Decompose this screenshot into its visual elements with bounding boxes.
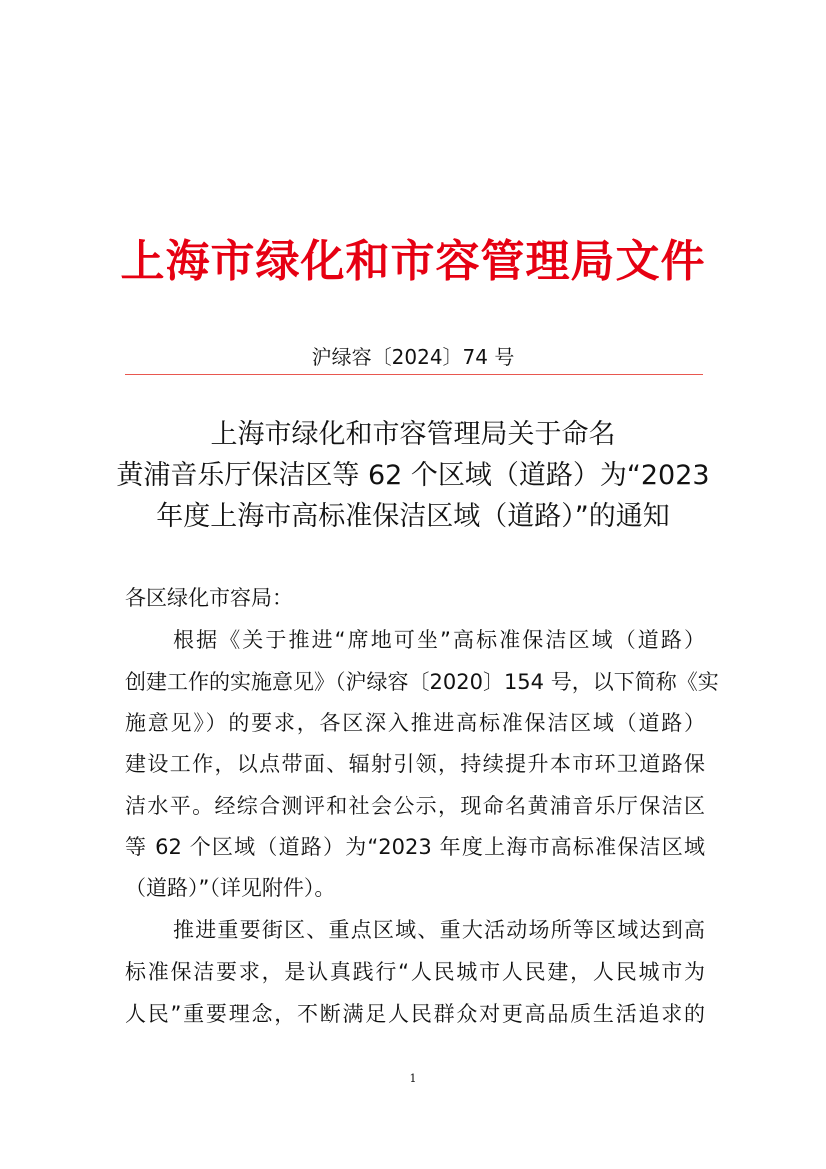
text-line: 洁水平。经综合测评和社会公示，现命名黄浦音乐厅保洁区 <box>125 794 705 818</box>
text-line: 人民”重要理念，不断满足人民群众对更高品质生活追求的 <box>125 1002 705 1026</box>
text-line: 标准保洁要求，是认真践行“人民城市人民建，人民城市为 <box>125 960 705 984</box>
subject-line: 年度上海市高标准保洁区域（道路）”的通知 <box>156 501 670 532</box>
text-line: 根据《关于推进“席地可坐”高标准保洁区域（道路） <box>173 628 705 652</box>
page-number: 1 <box>409 1072 417 1085</box>
text-line: 等 62 个区域（道路）为“2023 年度上海市高标准保洁区域 <box>125 835 705 859</box>
document-number: 沪绿容〔2024〕74 号 <box>311 345 515 369</box>
salutation: 各区绿化市容局： <box>125 586 293 610</box>
text-line: 施意见》）的要求，各区深入推进高标准保洁区域（道路） <box>125 711 705 735</box>
subject-line: 上海市绿化和市容管理局关于命名 <box>210 419 616 450</box>
red-divider-line <box>125 374 703 375</box>
text-line: 推进重要街区、重点区域、重大活动场所等区域达到高 <box>173 918 705 942</box>
text-line: （道路）”（详见附件）。 <box>125 876 336 900</box>
text-line: 建设工作，以点带面、辐射引领，持续提升本市环卫道路保 <box>125 752 705 776</box>
document-subject <box>100 414 726 537</box>
issuer-header-title: 上海市绿化和市容管理局文件 <box>120 236 706 287</box>
text-line: 创建工作的实施意见》（沪绿容〔2020〕154 号，以下简称《实 <box>125 670 719 694</box>
subject-line: 黄浦音乐厅保洁区等 62 个区域（道路）为“2023 <box>116 460 710 491</box>
